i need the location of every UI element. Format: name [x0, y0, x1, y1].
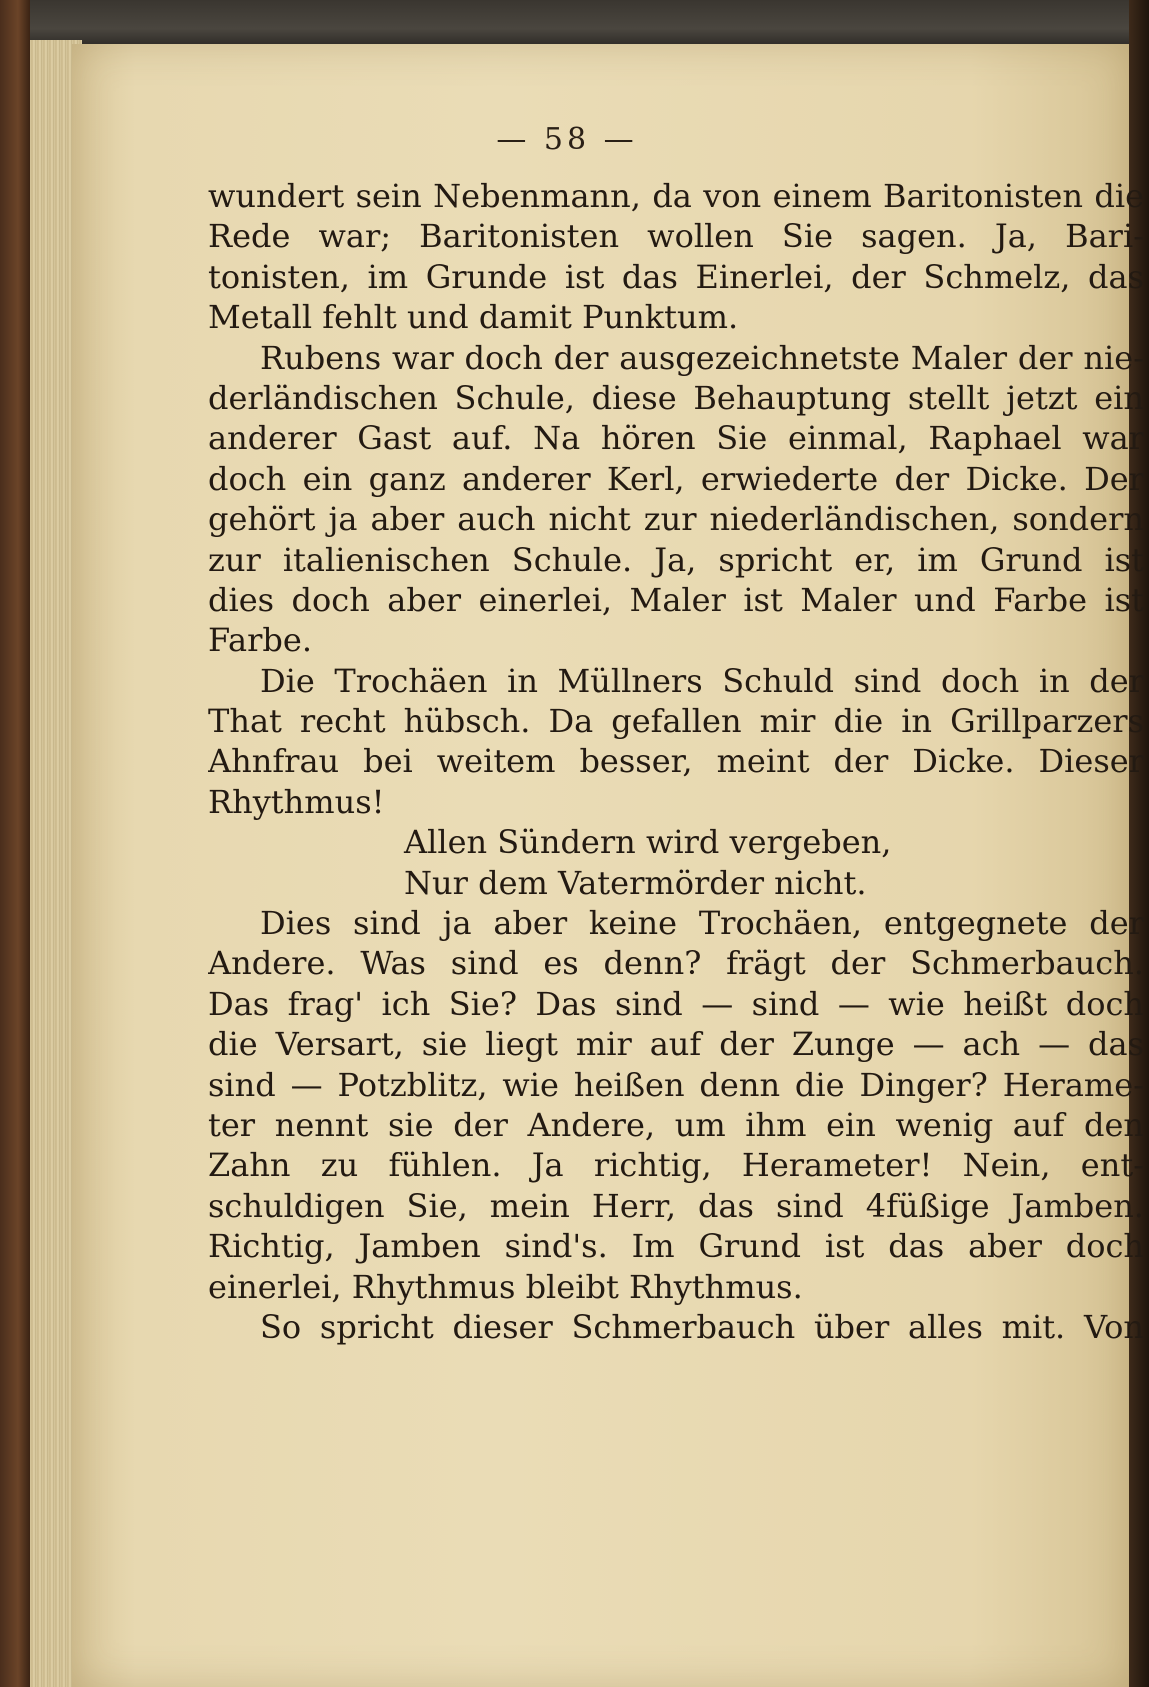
text-line: Richtig, Jamben sind's. Im Grund ist das aber doch — [208, 1227, 1144, 1266]
text-line: derländischen Schule, diese Behauptung stellt jetzt ein — [208, 378, 1144, 417]
text-line: Die Trochäen in Müllners Schuld sind doch in der — [260, 661, 1144, 700]
text-line: einerlei, Rhythmus bleibt Rhythmus. — [208, 1267, 803, 1306]
verse-line: Allen Sündern wird vergeben, — [404, 823, 892, 862]
text-line: sind — Potzblitz, wie heißen denn die Dinger? Herame- — [208, 1065, 1144, 1104]
text-line: ter nennt sie der Andere, um ihm ein wenig auf den — [208, 1105, 1144, 1144]
text-line: Rhythmus! — [208, 782, 385, 821]
text-line: So spricht dieser Schmerbauch über alles mit. Von — [260, 1307, 1144, 1346]
text-line: dies doch aber einerlei, Maler ist Maler und Farbe ist — [208, 580, 1144, 619]
text-line: zur italienischen Schule. Ja, spricht er, im Grund ist — [208, 540, 1144, 579]
text-line: doch ein ganz anderer Kerl, erwiederte der Dicke. Der — [208, 459, 1144, 498]
text-line: Das frag' ich Sie? Das sind — sind — wie heißt doch — [208, 984, 1144, 1023]
page-number: — 58 — — [496, 122, 638, 157]
book-cover-top — [0, 0, 1149, 48]
text-line: Rubens war doch der ausgezeichnetste Maler der nie- — [260, 338, 1144, 377]
text-line: wundert sein Nebenmann, da von einem Baritonisten die — [208, 177, 1144, 215]
text-line: Ahnfrau bei weitem besser, meint der Dicke. Dieser — [208, 742, 1144, 781]
text-line: Rede war; Baritonisten wollen Sie sagen. Ja, Bari- — [208, 217, 1144, 256]
text-line: Farbe. — [208, 621, 312, 660]
book-cover-left — [0, 0, 30, 1687]
text-line: Andere. Was sind es denn? frägt der Schmerbauch. — [208, 944, 1144, 983]
verse-line: Nur dem Vatermörder nicht. — [404, 863, 867, 902]
text-line: Zahn zu fühlen. Ja richtig, Herameter! Nein, ent- — [208, 1146, 1144, 1185]
text-line: anderer Gast auf. Na hören Sie einmal, Raphael war — [208, 419, 1144, 458]
book-page — [72, 44, 1144, 1687]
text-line: die Versart, sie liegt mir auf der Zunge — ach — das — [208, 1025, 1144, 1064]
text-line: That recht hübsch. Da gefallen mir die in Grillparzers — [208, 702, 1144, 741]
text-line: tonisten, im Grunde ist das Einerlei, der Schmelz, das — [208, 257, 1144, 296]
text-line: gehört ja aber auch nicht zur niederländischen, sondern — [208, 500, 1144, 539]
text-line: schuldigen Sie, mein Herr, das sind 4füßige Jamben. — [208, 1186, 1144, 1225]
text-line: Metall fehlt und damit Punktum. — [208, 298, 739, 337]
text-line: Dies sind ja aber keine Trochäen, entgegnete der — [260, 904, 1144, 943]
page-text — [208, 176, 1144, 1347]
